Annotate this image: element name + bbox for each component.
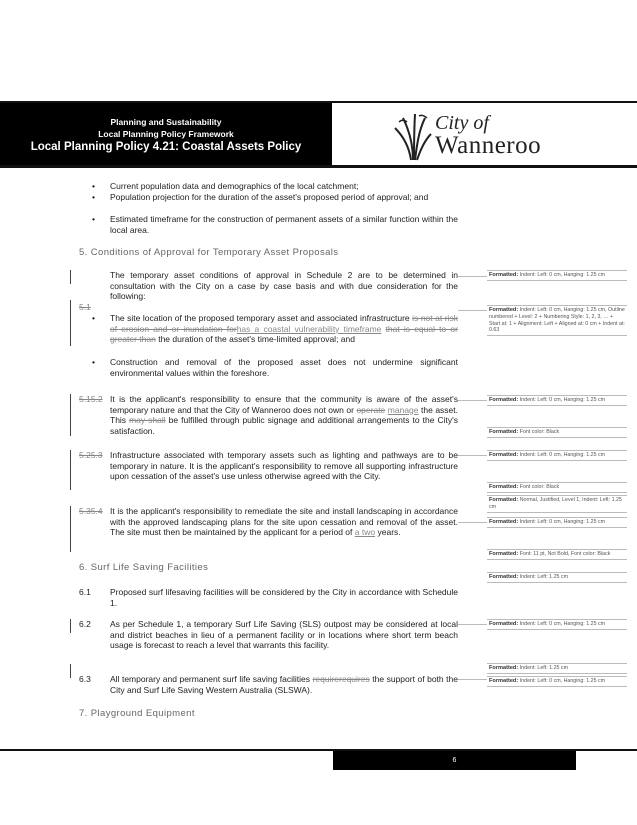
comment-label: Formatted:	[489, 429, 519, 435]
para-5-4-text-a: It is the applicant's responsibility to remediate the site and install landscaping in accordance with the approved landscaping plans for the site upon cessation and removal of the asset. The site must then be maintained by the applicant for a period of	[110, 506, 458, 538]
para-5-2-deleted: operate	[356, 404, 386, 415]
comment-formatted-9[interactable]	[487, 549, 627, 560]
comment-text: Indent: Left: 0 cm, Hanging: 1.25 cm	[519, 678, 606, 684]
comment-text: Indent: Left: 0 cm, Hanging: 1.25 cm, Outline numbered + Level: 2 + Numbering Style: 1, 2, 3, … + Start at: 1 + Alignment: Left + Aligned at: 0 cm + Indent at: 0.63	[489, 307, 625, 334]
num-6-2: 6.2	[79, 619, 91, 629]
comment-formatted-6[interactable]	[487, 482, 627, 493]
comment-label: Formatted:	[489, 678, 519, 684]
num-5-2: 5.15.2	[79, 394, 103, 404]
change-bar	[70, 450, 71, 490]
change-bar	[70, 300, 71, 346]
comment-formatted-5[interactable]	[487, 450, 627, 461]
num-6-1: 6.1	[79, 587, 91, 597]
comment-formatted-1[interactable]	[487, 270, 627, 281]
comment-text: Indent: Left: 0 cm, Hanging: 1.25 cm	[519, 621, 606, 627]
comment-text: Font color: Black	[519, 429, 560, 435]
bullet-dot: •	[92, 192, 95, 202]
para-6-1: Proposed surf lifesaving facilities will be considered by the City in accordance with Schedule 1.	[110, 587, 458, 608]
para-5-4-inserted: a two	[354, 527, 376, 538]
city-logo	[393, 112, 593, 162]
para-6-3-text-a: All temporary and permanent surf life saving facilities	[110, 674, 311, 684]
header-policy-title: Local Planning Policy 4.21: Coastal Assets Policy	[30, 141, 302, 153]
section-5-heading: 5. Conditions of Approval for Temporary Asset Proposals	[79, 247, 339, 258]
num-6-3: 6.3	[79, 674, 91, 684]
comment-label: Formatted:	[489, 452, 519, 458]
comment-connector	[458, 522, 487, 523]
site-location-deleted-1: is not at risk of erosion and or inundation for	[110, 313, 458, 334]
bullet-dot: •	[92, 181, 95, 191]
change-bar	[70, 619, 71, 633]
section-5-intro: The temporary asset conditions of approval in Schedule 2 are to be determined in consultation with the City on a case by case basis and with due consideration for the following:	[110, 270, 458, 302]
footer-page-number: 6	[333, 751, 576, 770]
logo-grass-icon	[393, 112, 433, 162]
site-location-inserted-1: has a coastal vulnerability timeframe	[236, 323, 382, 334]
comment-label: Formatted:	[489, 574, 519, 580]
bullet-population-projection: Population projection for the duration of the asset's proposed period of approval; and	[110, 192, 429, 202]
num-5-3: 5.25.3	[79, 450, 103, 460]
para-5-4-text-b: years.	[377, 527, 401, 538]
comment-text: Indent: Left: 1.25 cm	[519, 665, 568, 671]
num-5-1: 5.1	[79, 302, 91, 312]
comment-formatted-7[interactable]	[487, 495, 627, 513]
para-6-3-text-b: the support of both the City and Surf Life Saving Western Australia (SLSWA).	[110, 674, 458, 695]
comment-formatted-12[interactable]	[487, 663, 627, 674]
header-bottom-rule	[0, 165, 637, 168]
bullet-construction-removal: Construction and removal of the proposed asset does not undermine significant environmental values within the foreshore.	[110, 357, 458, 378]
comment-connector	[458, 276, 487, 277]
comment-label: Formatted:	[489, 551, 519, 557]
comment-text: Indent: Left: 0 cm, Hanging: 1.25 cm	[519, 272, 606, 278]
para-5-2	[110, 394, 458, 436]
comment-connector	[458, 679, 487, 680]
comment-text: Indent: Left: 1.25 cm	[519, 574, 568, 580]
comment-text: Font color: Black	[519, 484, 560, 490]
comment-label: Formatted:	[489, 621, 519, 627]
comment-label: Formatted:	[489, 397, 519, 403]
comment-formatted-3[interactable]	[487, 395, 627, 406]
comment-connector	[458, 310, 487, 311]
comment-formatted-8[interactable]	[487, 517, 627, 528]
bullet-dot: •	[92, 313, 95, 323]
comment-label: Formatted:	[489, 307, 519, 313]
para-6-3	[110, 674, 458, 695]
change-bar	[70, 394, 71, 436]
para-6-3-deleted: requirerequires	[312, 674, 370, 684]
comment-connector	[458, 400, 487, 401]
comment-label: Formatted:	[489, 519, 519, 525]
bullet-dot: •	[92, 214, 95, 224]
comment-label: Formatted:	[489, 497, 519, 503]
bullet-site-location	[110, 313, 458, 345]
num-5-4: 5.35.4	[79, 506, 103, 516]
comment-connector	[458, 624, 487, 625]
comment-text: Indent: Left: 0 cm, Hanging: 1.25 cm	[519, 519, 606, 525]
bullet-population-data: Current population data and demographics of the local catchment;	[110, 181, 359, 191]
comment-label: Formatted:	[489, 272, 519, 278]
comment-formatted-11[interactable]	[487, 619, 627, 630]
change-bar	[70, 664, 71, 678]
site-location-text-b: the duration of the asset's time-limited approval; and	[158, 334, 355, 345]
comment-formatted-2[interactable]	[487, 305, 627, 336]
logo-city-of: City of	[435, 112, 489, 134]
site-location-text-a: The site location of the proposed temporary asset and associated infrastructure	[110, 313, 410, 323]
para-5-2-text-a: It is the applicant's responsibility to ensure that the community is aware of the asset's temporary nature and that the City of Wanneroo does not own or	[110, 394, 458, 415]
comment-text: Indent: Left: 0 cm, Hanging: 1.25 cm	[519, 397, 606, 403]
comment-label: Formatted:	[489, 665, 519, 671]
comment-text: Normal, Justified, Level 1, Indent: Left: 1.25 cm	[489, 497, 622, 510]
para-5-2-deleted-2: may shall	[129, 415, 166, 426]
header-title-block	[0, 103, 332, 165]
header-framework: Local Planning Policy Framework	[98, 129, 234, 139]
para-5-3: Infrastructure associated with temporary assets such as lighting and pathways are to be temporary in nature. It is the applicant's responsibility to remove all supporting infrastructure upon cessation of the asset's use unless otherwise agreed with the City.	[110, 450, 458, 482]
section-6-heading: 6. Surf Life Saving Facilities	[79, 562, 209, 573]
comment-connector	[458, 455, 487, 456]
comment-text: Font: 11 pt, Not Bold, Font color: Black	[519, 551, 611, 557]
section-7-heading: 7. Playground Equipment	[79, 708, 195, 719]
para-5-2-inserted: manage	[387, 404, 419, 415]
comment-formatted-4[interactable]	[487, 427, 627, 438]
comment-formatted-10[interactable]	[487, 572, 627, 583]
change-bar	[70, 270, 71, 284]
para-6-2: As per Schedule 1, a temporary Surf Life Saving (SLS) outpost may be considered at local and district beaches in lieu of a permanent facility or in locations where short term beach usage is forecast to reach a level that warrants this facility.	[110, 619, 458, 651]
para-5-4	[110, 506, 458, 538]
comment-text: Indent: Left: 0 cm, Hanging: 1.25 cm	[519, 452, 606, 458]
bullet-timeframe: Estimated timeframe for the construction of permanent assets of a similar function within the local area.	[110, 214, 458, 235]
change-bar	[70, 506, 71, 552]
logo-wanneroo: Wanneroo	[435, 132, 542, 159]
para-5-2-text-b: the asset. This	[110, 404, 458, 426]
bullet-dot: •	[92, 357, 95, 367]
comment-formatted-13[interactable]	[487, 676, 627, 687]
site-location-deleted-2: that is equal to or greater than	[110, 323, 458, 345]
comment-label: Formatted:	[489, 484, 519, 490]
para-5-2-text-c: be fulfilled through public signage and additional arrangements to the City's satisfaction.	[110, 415, 458, 436]
header-department: Planning and Sustainability	[110, 117, 222, 127]
